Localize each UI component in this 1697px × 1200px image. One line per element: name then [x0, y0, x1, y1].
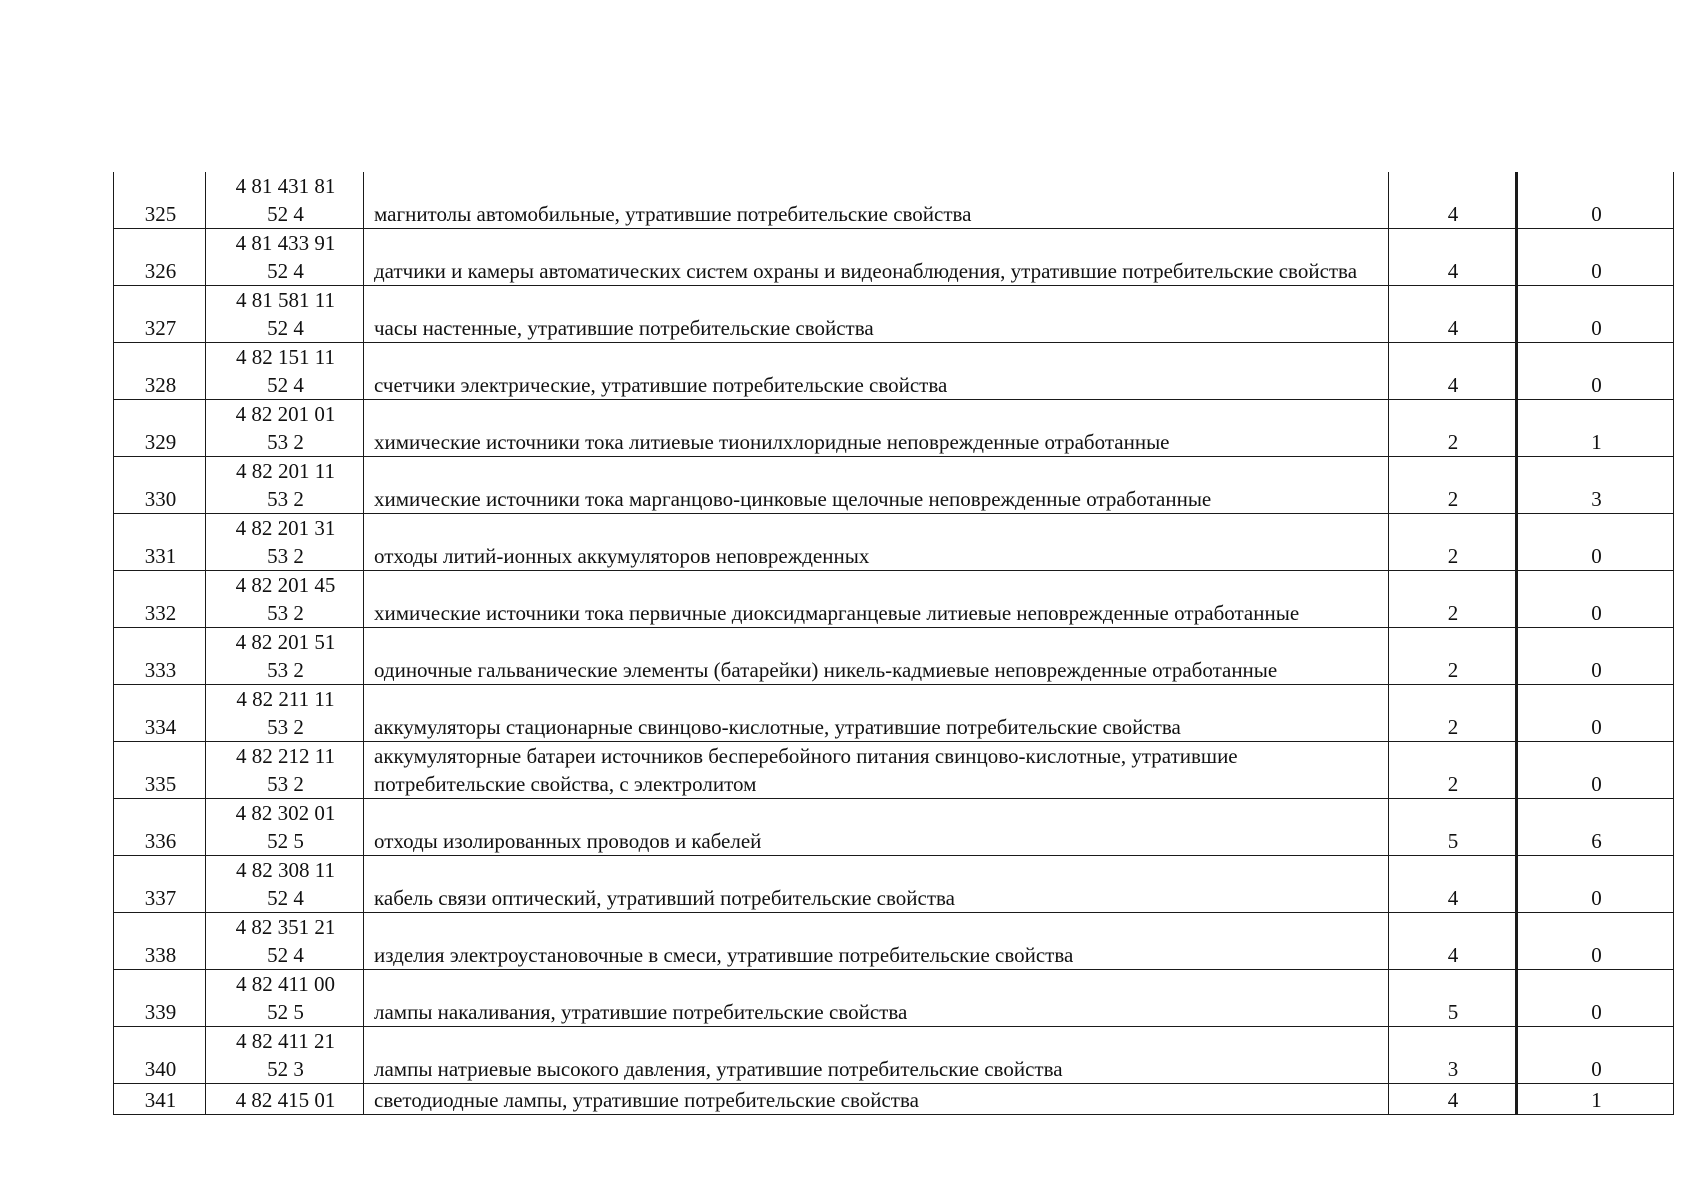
waste-code-line-1: 4 81 433 91 — [235, 231, 336, 255]
waste-code-line-1: 4 82 415 01 — [235, 1088, 336, 1112]
table-row — [114, 571, 1674, 628]
waste-code-cell — [206, 970, 364, 1027]
waste-name-cell: часы настенные, утратившие потребительские свойства — [364, 286, 1389, 343]
row-number-cell: 335 — [114, 742, 206, 799]
value-cell: 0 — [1517, 685, 1674, 742]
table-body — [114, 172, 1674, 1115]
row-number-cell: 332 — [114, 571, 206, 628]
waste-code-line-2: 52 5 — [267, 829, 304, 853]
row-number-cell: 329 — [114, 400, 206, 457]
waste-code-line-2: 52 4 — [267, 943, 304, 967]
row-number-cell: 338 — [114, 913, 206, 970]
row-number-cell: 328 — [114, 343, 206, 400]
waste-code-line-1: 4 82 201 01 — [235, 402, 336, 426]
hazard-class-cell: 4 — [1389, 856, 1517, 913]
table-row — [114, 1084, 1674, 1115]
waste-code-cell — [206, 628, 364, 685]
waste-code-line-2: 52 4 — [267, 259, 304, 283]
value-cell: 0 — [1517, 286, 1674, 343]
value-cell: 3 — [1517, 457, 1674, 514]
waste-code-cell — [206, 229, 364, 286]
waste-code-cell — [206, 514, 364, 571]
hazard-class-cell: 2 — [1389, 514, 1517, 571]
table-row — [114, 400, 1674, 457]
waste-code-line-1: 4 82 411 00 — [236, 972, 335, 996]
row-number-cell: 330 — [114, 457, 206, 514]
table-row — [114, 343, 1674, 400]
row-number-cell: 340 — [114, 1027, 206, 1084]
waste-code-line-1: 4 82 411 21 — [236, 1029, 335, 1053]
table-row — [114, 970, 1674, 1027]
waste-code-line-1: 4 82 212 11 — [236, 744, 335, 768]
waste-code-cell — [206, 457, 364, 514]
value-cell: 6 — [1517, 799, 1674, 856]
waste-name-cell: счетчики электрические, утратившие потребительские свойства — [364, 343, 1389, 400]
hazard-class-cell: 3 — [1389, 1027, 1517, 1084]
hazard-class-cell: 5 — [1389, 799, 1517, 856]
waste-code-line-1: 4 82 201 45 — [235, 573, 336, 597]
waste-code-cell — [206, 742, 364, 799]
value-cell: 0 — [1517, 1027, 1674, 1084]
hazard-class-cell: 2 — [1389, 400, 1517, 457]
hazard-class-cell: 2 — [1389, 571, 1517, 628]
row-number-cell: 336 — [114, 799, 206, 856]
waste-code-cell — [206, 343, 364, 400]
waste-code-line-1: 4 82 201 31 — [235, 516, 336, 540]
document-page — [113, 172, 1673, 1115]
waste-code-line-2: 52 4 — [267, 886, 304, 910]
waste-code-line-1: 4 81 431 81 — [235, 174, 336, 198]
value-cell: 0 — [1517, 913, 1674, 970]
waste-name-cell: кабель связи оптический, утративший потребительские свойства — [364, 856, 1389, 913]
waste-name-cell: отходы изолированных проводов и кабелей — [364, 799, 1389, 856]
waste-code-line-2: 53 2 — [267, 715, 304, 739]
waste-name-cell: химические источники тока марганцово-цинковые щелочные неповрежденные отработанные — [364, 457, 1389, 514]
table-row — [114, 742, 1674, 799]
row-number-cell: 333 — [114, 628, 206, 685]
value-cell: 0 — [1517, 628, 1674, 685]
waste-code-cell — [206, 1027, 364, 1084]
hazard-class-cell: 4 — [1389, 1084, 1517, 1115]
value-cell: 0 — [1517, 970, 1674, 1027]
table-row — [114, 685, 1674, 742]
waste-code-cell — [206, 571, 364, 628]
waste-code-line-1: 4 82 211 11 — [236, 687, 335, 711]
waste-name-cell: химические источники тока первичные диоксидмарганцевые литиевые неповрежденные отработанные — [364, 571, 1389, 628]
waste-code-line-1: 4 82 201 11 — [236, 459, 335, 483]
waste-code-cell — [206, 400, 364, 457]
value-cell: 0 — [1517, 571, 1674, 628]
waste-name-cell: одиночные гальванические элементы (батарейки) никель-кадмиевые неповрежденные отработанные — [364, 628, 1389, 685]
value-cell: 0 — [1517, 742, 1674, 799]
row-number-cell: 339 — [114, 970, 206, 1027]
row-number-cell: 327 — [114, 286, 206, 343]
table-row — [114, 913, 1674, 970]
waste-code-line-2: 53 2 — [267, 430, 304, 454]
table-row — [114, 628, 1674, 685]
row-number-cell: 337 — [114, 856, 206, 913]
hazard-class-cell: 4 — [1389, 343, 1517, 400]
waste-code-line-1: 4 82 308 11 — [236, 858, 335, 882]
table-row — [114, 229, 1674, 286]
row-number-cell: 334 — [114, 685, 206, 742]
value-cell: 0 — [1517, 856, 1674, 913]
value-cell: 1 — [1517, 400, 1674, 457]
value-cell: 0 — [1517, 229, 1674, 286]
hazard-class-cell: 5 — [1389, 970, 1517, 1027]
waste-code-line-1: 4 82 351 21 — [235, 915, 336, 939]
waste-name-cell: магнитолы автомобильные, утратившие потребительские свойства — [364, 172, 1389, 229]
waste-code-line-2: 52 4 — [267, 202, 304, 226]
waste-code-line-1: 4 82 302 01 — [235, 801, 336, 825]
table-row — [114, 457, 1674, 514]
waste-name-cell: аккумуляторные батареи источников бесперебойного питания свинцово-кислотные, утратившие потребительские свойства, с электролитом — [364, 742, 1389, 799]
waste-code-line-2: 53 2 — [267, 544, 304, 568]
waste-name-cell: светодиодные лампы, утратившие потребительские свойства — [364, 1084, 1389, 1115]
table-row — [114, 514, 1674, 571]
waste-name-cell: лампы натриевые высокого давления, утратившие потребительские свойства — [364, 1027, 1389, 1084]
waste-name-cell: лампы накаливания, утратившие потребительские свойства — [364, 970, 1389, 1027]
waste-code-line-2: 53 2 — [267, 601, 304, 625]
waste-code-cell — [206, 856, 364, 913]
waste-code-cell — [206, 685, 364, 742]
hazard-class-cell: 2 — [1389, 457, 1517, 514]
hazard-class-cell: 2 — [1389, 742, 1517, 799]
waste-code-cell — [206, 799, 364, 856]
hazard-class-cell: 2 — [1389, 628, 1517, 685]
waste-code-line-2: 52 4 — [267, 373, 304, 397]
row-number-cell: 326 — [114, 229, 206, 286]
waste-code-line-1: 4 82 151 11 — [236, 345, 335, 369]
waste-code-cell — [206, 172, 364, 229]
waste-name-cell: отходы литий-ионных аккумуляторов неповрежденных — [364, 514, 1389, 571]
hazard-class-cell: 4 — [1389, 229, 1517, 286]
waste-code-line-2: 52 5 — [267, 1000, 304, 1024]
table-row — [114, 172, 1674, 229]
table-row — [114, 286, 1674, 343]
waste-name-cell: химические источники тока литиевые тионилхлоридные неповрежденные отработанные — [364, 400, 1389, 457]
hazard-class-cell: 4 — [1389, 286, 1517, 343]
waste-code-line-2: 52 3 — [267, 1057, 304, 1081]
value-cell: 0 — [1517, 172, 1674, 229]
value-cell: 1 — [1517, 1084, 1674, 1115]
waste-code-cell — [206, 1084, 364, 1115]
waste-code-line-1: 4 82 201 51 — [235, 630, 336, 654]
hazard-class-cell: 4 — [1389, 913, 1517, 970]
value-cell: 0 — [1517, 514, 1674, 571]
row-number-cell: 331 — [114, 514, 206, 571]
hazard-class-cell: 4 — [1389, 172, 1517, 229]
value-cell: 0 — [1517, 343, 1674, 400]
waste-code-line-1: 4 81 581 11 — [236, 288, 335, 312]
waste-code-cell — [206, 913, 364, 970]
waste-code-line-2: 53 2 — [267, 772, 304, 796]
hazard-class-cell: 2 — [1389, 685, 1517, 742]
waste-code-line-2: 52 4 — [267, 316, 304, 340]
waste-name-cell: аккумуляторы стационарные свинцово-кислотные, утратившие потребительские свойства — [364, 685, 1389, 742]
table-row — [114, 1027, 1674, 1084]
waste-code-line-2: 53 2 — [267, 658, 304, 682]
row-number-cell: 325 — [114, 172, 206, 229]
waste-name-cell: изделия электроустановочные в смеси, утратившие потребительские свойства — [364, 913, 1389, 970]
waste-code-line-2: 53 2 — [267, 487, 304, 511]
waste-code-cell — [206, 286, 364, 343]
waste-name-cell: датчики и камеры автоматических систем охраны и видеонаблюдения, утратившие потребительские свойства — [364, 229, 1389, 286]
row-number-cell: 341 — [114, 1084, 206, 1115]
table-row — [114, 799, 1674, 856]
waste-classification-table — [113, 172, 1674, 1115]
table-row — [114, 856, 1674, 913]
